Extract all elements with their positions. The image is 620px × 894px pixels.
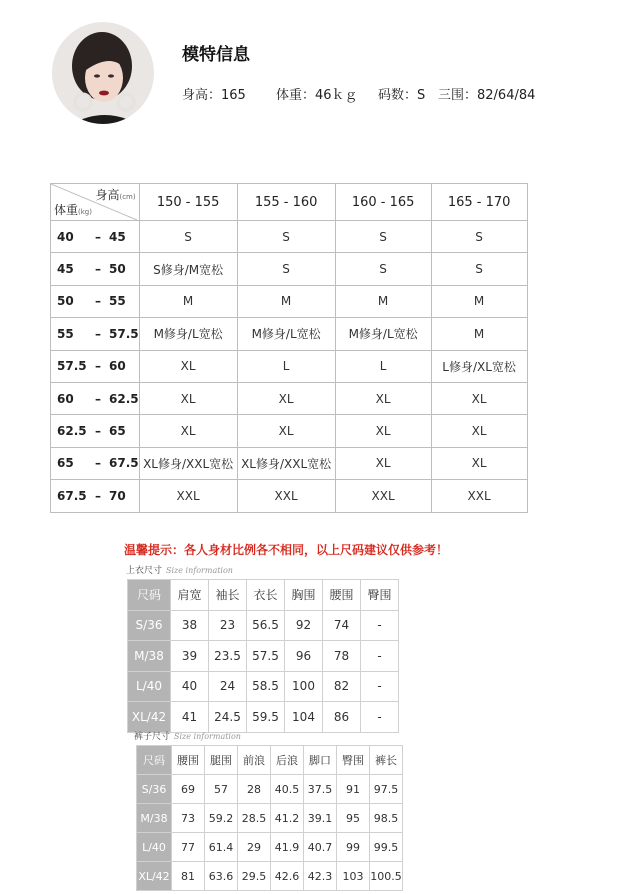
tops-value-cell: 39 [171, 641, 209, 672]
size-cell: M修身/L宽松 [335, 318, 431, 350]
pants-value-cell: 69 [172, 775, 205, 804]
size-cell: XL [335, 415, 431, 447]
weight-from: 57.5 [57, 359, 87, 374]
tops-value-cell: 56.5 [247, 610, 285, 641]
weight-to: 45 [109, 229, 126, 244]
weight-range-cell [51, 285, 140, 317]
size-chart [50, 183, 528, 513]
size-cell: XL [431, 382, 527, 414]
weight-range-cell [51, 221, 140, 253]
pants-size-cell: XL/42 [137, 862, 172, 891]
size-cell: L [335, 350, 431, 382]
weight-label-text: 体重 [54, 203, 79, 217]
weight-range-cell [51, 415, 140, 447]
pants-value-cell: 42.6 [271, 862, 304, 891]
size-chart-row [51, 253, 528, 285]
tops-value-cell: 96 [285, 641, 323, 672]
pants-value-cell: 29.5 [238, 862, 271, 891]
pants-value-cell: 73 [172, 804, 205, 833]
range-dash: – [95, 424, 101, 439]
model-photo [52, 22, 154, 124]
tops-size-cell: S/36 [128, 610, 171, 641]
size-cell: XL [139, 415, 237, 447]
pants-header-cell: 裤长 [370, 746, 403, 775]
tops-value-cell: 74 [323, 610, 361, 641]
pants-value-cell: 103 [337, 862, 370, 891]
size-cell: S修身/M宽松 [139, 253, 237, 285]
size-cell: XL [431, 415, 527, 447]
tops-value-cell: - [361, 671, 399, 702]
size-cell: XL [431, 447, 527, 479]
size-chart-corner [51, 184, 140, 221]
weight-range-cell [51, 447, 140, 479]
size-cell: XL修身/XXL宽松 [237, 447, 335, 479]
tops-value-cell: 38 [171, 610, 209, 641]
pants-value-cell: 98.5 [370, 804, 403, 833]
tops-value-cell: - [361, 702, 399, 733]
range-dash: – [95, 326, 101, 341]
pants-value-cell: 39.1 [304, 804, 337, 833]
height-range-header: 160 - 165 [335, 184, 431, 221]
tops-value-cell: 100 [285, 671, 323, 702]
size-cell: S [139, 221, 237, 253]
weight-to: 57.5 [109, 326, 139, 341]
height-range-header: 150 - 155 [139, 184, 237, 221]
pants-value-cell: 63.6 [205, 862, 238, 891]
tops-row [128, 610, 399, 641]
weight-from: 45 [57, 262, 74, 277]
size-cell: S [237, 221, 335, 253]
tops-size-cell: XL/42 [128, 702, 171, 733]
weight-from: 55 [57, 326, 74, 341]
pants-label-text: 裤子尺寸 [134, 732, 171, 742]
size-cell: M [431, 318, 527, 350]
pants-value-cell: 100.5 [370, 862, 403, 891]
weight-axis-label [54, 201, 92, 218]
size-chart-row [51, 350, 528, 382]
pants-row [137, 833, 403, 862]
pants-row [137, 862, 403, 891]
tops-value-cell: 23 [209, 610, 247, 641]
range-dash: – [95, 229, 101, 244]
size-cell: M [431, 285, 527, 317]
pants-header-cell: 前浪 [238, 746, 271, 775]
pants-label-en: Size information [174, 732, 241, 741]
pants-size-table [136, 745, 403, 891]
size-cell: XL [139, 382, 237, 414]
size-cell: L修身/XL宽松 [431, 350, 527, 382]
pants-value-cell: 29 [238, 833, 271, 862]
size-cell: M [139, 285, 237, 317]
weight-range-cell [51, 350, 140, 382]
range-dash: – [95, 262, 101, 277]
pants-header-cell: 尺码 [137, 746, 172, 775]
size-chart-row [51, 221, 528, 253]
tops-size-cell: M/38 [128, 641, 171, 672]
height-range-header: 165 - 170 [431, 184, 527, 221]
range-dash: – [95, 294, 101, 309]
tops-header-cell: 肩宽 [171, 580, 209, 611]
model-size: 码数：S [378, 88, 426, 103]
tops-row [128, 671, 399, 702]
size-chart-row [51, 447, 528, 479]
pants-value-cell: 42.3 [304, 862, 337, 891]
size-chart-row [51, 285, 528, 317]
weight-from: 67.5 [57, 488, 87, 503]
size-cell: XL [335, 382, 431, 414]
size-cell: XL修身/XXL宽松 [139, 447, 237, 479]
tops-value-cell: - [361, 610, 399, 641]
pants-row [137, 804, 403, 833]
tops-value-cell: 58.5 [247, 671, 285, 702]
pants-value-cell: 28 [238, 775, 271, 804]
weight-range-cell [51, 480, 140, 512]
size-cell: XXL [139, 480, 237, 512]
tops-value-cell: - [361, 641, 399, 672]
tops-header-cell: 尺码 [128, 580, 171, 611]
weight-to: 65 [109, 424, 126, 439]
tops-value-cell: 78 [323, 641, 361, 672]
weight-range-cell [51, 382, 140, 414]
pants-value-cell: 81 [172, 862, 205, 891]
pants-value-cell: 77 [172, 833, 205, 862]
tops-label-text: 上衣尺寸 [126, 566, 163, 576]
tops-header-cell: 腰围 [323, 580, 361, 611]
pants-header-cell: 腰围 [172, 746, 205, 775]
pants-value-cell: 99 [337, 833, 370, 862]
size-cell: L [237, 350, 335, 382]
pants-value-cell: 59.2 [205, 804, 238, 833]
pants-value-cell: 41.9 [271, 833, 304, 862]
pants-value-cell: 97.5 [370, 775, 403, 804]
size-chart-header-row [51, 184, 528, 221]
weight-from: 40 [57, 229, 74, 244]
pants-section-label [134, 729, 241, 742]
model-measurements: 三围：82/64/84 [438, 88, 536, 103]
weight-to: 67.5 [109, 456, 139, 471]
pants-value-cell: 57 [205, 775, 238, 804]
tops-value-cell: 23.5 [209, 641, 247, 672]
tops-value-cell: 24.5 [209, 702, 247, 733]
pants-value-cell: 41.2 [271, 804, 304, 833]
tops-header-cell: 衣长 [247, 580, 285, 611]
tops-header-row [128, 580, 399, 611]
size-cell: M [237, 285, 335, 317]
model-avatar [52, 22, 154, 124]
pants-row [137, 775, 403, 804]
pants-value-cell: 61.4 [205, 833, 238, 862]
pants-value-cell: 95 [337, 804, 370, 833]
weight-from: 60 [57, 391, 74, 406]
size-cell: XXL [335, 480, 431, 512]
tops-label-en: Size information [166, 566, 233, 575]
size-cell: XXL [431, 480, 527, 512]
pants-header-cell: 脚口 [304, 746, 337, 775]
size-cell: M修身/L宽松 [139, 318, 237, 350]
range-dash: – [95, 488, 101, 503]
model-weight: 体重：46ｋｇ [276, 88, 358, 103]
weight-to: 70 [109, 488, 126, 503]
size-chart-row [51, 318, 528, 350]
pants-header-cell: 腿围 [205, 746, 238, 775]
pants-value-cell: 91 [337, 775, 370, 804]
height-label-text: 身高 [95, 188, 120, 202]
weight-to: 55 [109, 294, 126, 309]
weight-from: 50 [57, 294, 74, 309]
size-chart-row [51, 480, 528, 512]
tops-value-cell: 59.5 [247, 702, 285, 733]
pants-value-cell: 99.5 [370, 833, 403, 862]
tops-row [128, 702, 399, 733]
tops-value-cell: 92 [285, 610, 323, 641]
tops-section-label [126, 563, 233, 576]
size-cell: XL [237, 415, 335, 447]
weight-unit: (kg) [78, 208, 92, 216]
pants-value-cell: 40.7 [304, 833, 337, 862]
size-cell: XXL [237, 480, 335, 512]
tops-value-cell: 104 [285, 702, 323, 733]
tops-value-cell: 57.5 [247, 641, 285, 672]
range-dash: – [95, 456, 101, 471]
weight-from: 62.5 [57, 424, 87, 439]
tops-row [128, 641, 399, 672]
size-cell: S [237, 253, 335, 285]
tops-value-cell: 82 [323, 671, 361, 702]
size-cell: S [335, 221, 431, 253]
weight-range-cell [51, 253, 140, 285]
pants-size-cell: S/36 [137, 775, 172, 804]
size-chart-row [51, 382, 528, 414]
size-cell: XL [237, 382, 335, 414]
pants-header-cell: 臀围 [337, 746, 370, 775]
size-cell: S [335, 253, 431, 285]
pants-size-cell: L/40 [137, 833, 172, 862]
size-cell: S [431, 221, 527, 253]
weight-to: 62.5 [109, 391, 139, 406]
pants-size-cell: M/38 [137, 804, 172, 833]
tops-size-cell: L/40 [128, 671, 171, 702]
size-cell: S [431, 253, 527, 285]
tops-size-table [127, 579, 399, 733]
height-unit: (cm) [119, 193, 136, 201]
range-dash: – [95, 359, 101, 374]
pants-header-row [137, 746, 403, 775]
weight-to: 50 [109, 262, 126, 277]
tops-header-cell: 臀围 [361, 580, 399, 611]
height-axis-label [95, 186, 135, 203]
range-dash: – [95, 391, 101, 406]
model-height: 身高：165 [182, 88, 246, 103]
height-range-header: 155 - 160 [237, 184, 335, 221]
tops-value-cell: 41 [171, 702, 209, 733]
weight-to: 60 [109, 359, 126, 374]
weight-from: 65 [57, 456, 74, 471]
pants-value-cell: 37.5 [304, 775, 337, 804]
size-chart-row [51, 415, 528, 447]
pants-value-cell: 40.5 [271, 775, 304, 804]
tops-header-cell: 胸围 [285, 580, 323, 611]
size-cell: XL [139, 350, 237, 382]
size-cell: XL [335, 447, 431, 479]
size-cell: M修身/L宽松 [237, 318, 335, 350]
size-cell: M [335, 285, 431, 317]
tops-header-cell: 袖长 [209, 580, 247, 611]
tops-value-cell: 24 [209, 671, 247, 702]
pants-value-cell: 28.5 [238, 804, 271, 833]
model-info-title: 模特信息 [182, 45, 250, 65]
tops-value-cell: 86 [323, 702, 361, 733]
tops-value-cell: 40 [171, 671, 209, 702]
pants-header-cell: 后浪 [271, 746, 304, 775]
weight-range-cell [51, 318, 140, 350]
warm-tip: 温馨提示：各人身材比例各不相同，以上尺码建议仅供参考！ [124, 543, 449, 557]
